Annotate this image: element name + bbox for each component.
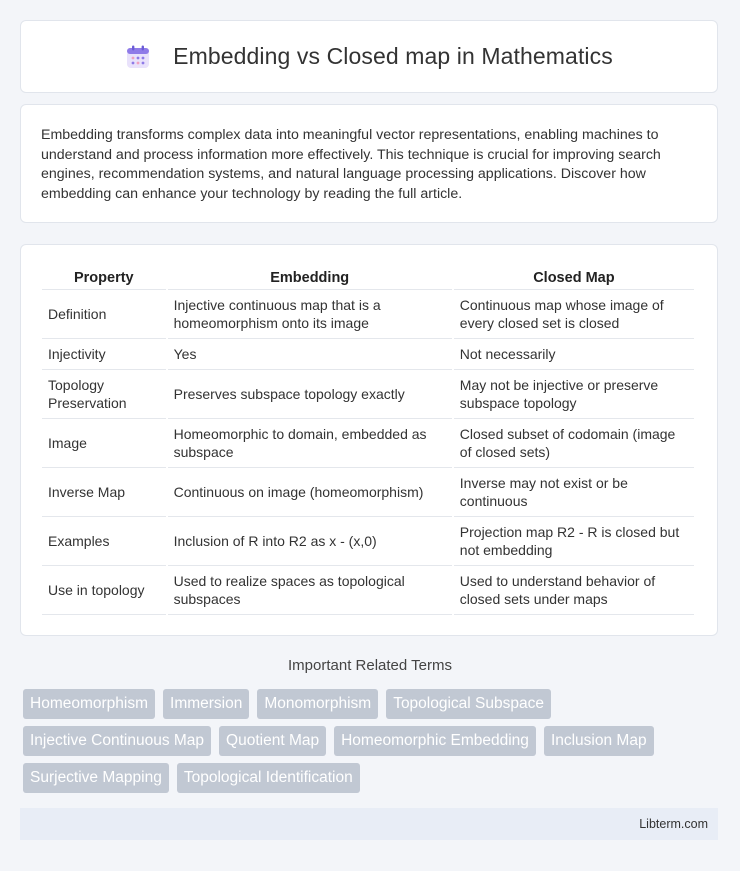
table-row [42, 517, 694, 566]
cell-embedding: Injective continuous map that is a homeomorphism onto its image [168, 290, 452, 339]
cell-property: Image [42, 419, 166, 468]
comparison-card [20, 244, 718, 636]
cell-property: Inverse Map [42, 468, 166, 517]
cell-embedding: Continuous on image (homeomorphism) [168, 468, 452, 517]
cell-closed-map: Inverse may not exist or be continuous [454, 468, 694, 517]
related-terms-list [23, 689, 723, 793]
header-property: Property [42, 267, 166, 290]
cell-property: Examples [42, 517, 166, 566]
cell-closed-map: Continuous map whose image of every closed set is closed [454, 290, 694, 339]
cell-embedding: Used to realize spaces as topological subspaces [168, 566, 452, 615]
tag-surjective-mapping[interactable]: Surjective Mapping [23, 763, 169, 793]
table-row [42, 290, 694, 339]
tag-homeomorphism[interactable]: Homeomorphism [23, 689, 155, 719]
cell-embedding: Preserves subspace topology exactly [168, 370, 452, 419]
intro-text: Embedding transforms complex data into meaningful vector representations, enabling machines to understand and process information more effectively. This technique is crucial for improving search engines, recommendation systems, and natural language processing applications. Discover how embedding can enhance your technology by reading the full article. [41, 127, 661, 202]
cell-embedding: Inclusion of R into R2 as x - (x,0) [168, 517, 452, 566]
comparison-table [40, 267, 696, 615]
tag-monomorphism[interactable]: Monomorphism [257, 689, 378, 719]
table-row [42, 419, 694, 468]
cell-property: Injectivity [42, 339, 166, 370]
intro-card [20, 104, 718, 223]
table-row [42, 339, 694, 370]
footer-site-link[interactable]: Libterm.com [639, 817, 708, 831]
cell-property: Topology Preservation [42, 370, 166, 419]
tag-inclusion-map[interactable]: Inclusion Map [544, 726, 654, 756]
tag-homeomorphic-embedding[interactable]: Homeomorphic Embedding [334, 726, 536, 756]
calendar-icon [125, 44, 151, 70]
table-row [42, 370, 694, 419]
header-closed-map: Closed Map [454, 267, 694, 290]
table-row [42, 468, 694, 517]
footer [20, 808, 718, 840]
table-header-row [42, 267, 694, 290]
tag-topological-identification[interactable]: Topological Identification [177, 763, 360, 793]
related-terms-title: Important Related Terms [288, 657, 452, 674]
tag-quotient-map[interactable]: Quotient Map [219, 726, 326, 756]
cell-closed-map: Closed subset of codomain (image of closed sets) [454, 419, 694, 468]
cell-closed-map: May not be injective or preserve subspace topology [454, 370, 694, 419]
cell-closed-map: Projection map R2 - R is closed but not embedding [454, 517, 694, 566]
tag-injective-continuous-map[interactable]: Injective Continuous Map [23, 726, 211, 756]
tag-immersion[interactable]: Immersion [163, 689, 249, 719]
cell-property: Use in topology [42, 566, 166, 615]
header-embedding: Embedding [168, 267, 452, 290]
cell-embedding: Homeomorphic to domain, embedded as subspace [168, 419, 452, 468]
cell-embedding: Yes [168, 339, 452, 370]
page-title: Embedding vs Closed map in Mathematics [173, 43, 613, 69]
title-card [20, 20, 718, 93]
tag-topological-subspace[interactable]: Topological Subspace [386, 689, 551, 719]
cell-closed-map: Used to understand behavior of closed sets under maps [454, 566, 694, 615]
table-row [42, 566, 694, 615]
cell-property: Definition [42, 290, 166, 339]
cell-closed-map: Not necessarily [454, 339, 694, 370]
